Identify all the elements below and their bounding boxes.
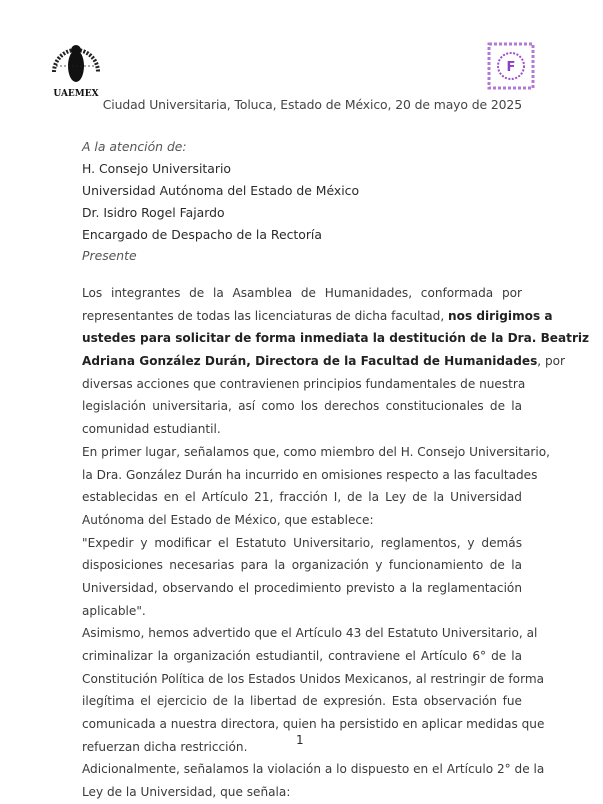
committee-logo <box>48 36 104 98</box>
text-line <box>82 758 545 781</box>
text-segment: disposiciones necesarias para la organización y funcionamiento de la <box>82 558 522 573</box>
text-line <box>82 395 522 418</box>
bold-text: Adriana González Durán, Directora de la Facultad de Humanidades <box>82 354 538 369</box>
text-line <box>82 532 522 555</box>
text-segment: Universidad, observando el procedimiento previsto a la reglamentación <box>82 580 522 595</box>
text-line <box>82 327 590 350</box>
text-line <box>82 305 553 328</box>
addressee-line: H. Consejo Universitario <box>82 161 231 176</box>
addressee-line: Dr. Isidro Rogel Fajardo <box>82 205 225 220</box>
paragraph <box>82 758 545 803</box>
paragraph <box>82 441 550 532</box>
text-segment: representantes de todas las licenciaturas de dicha facultad, <box>82 308 449 323</box>
text-segment: Los integrantes de la Asamblea de Humanidades, conformada por <box>82 286 522 300</box>
text-segment: establecidas en el Artículo 21, fracción I, de la Ley de la Universidad <box>82 490 522 505</box>
text-segment: criminalizar la organización estudiantil, contraviene el Artículo 6° de la <box>82 649 522 663</box>
text-line <box>82 464 538 487</box>
text-segment: "Expedir y modificar el Estatuto Universitario, reglamentos, y demás <box>82 535 522 550</box>
text-line <box>82 418 522 441</box>
page-number: 1 <box>296 733 304 747</box>
text-segment: Autónoma del Estado de México, que establece: <box>82 512 374 527</box>
text-line <box>82 781 522 804</box>
greeting: Presente <box>82 248 137 263</box>
text-line <box>82 486 522 509</box>
text-line <box>82 600 522 623</box>
text-line <box>82 668 545 691</box>
text-segment: comunidad estudiantil. <box>82 422 221 437</box>
text-segment: Adicionalmente, señalamos la violación a lo dispuesto en el Artículo 2° de la <box>82 762 545 777</box>
svg-text:F: F <box>506 60 516 75</box>
text-line <box>82 622 538 645</box>
text-line <box>82 441 550 464</box>
text-line <box>82 282 522 305</box>
bold-text: ustedes para solicitar de forma inmediata la destitución de la Dra. Beatriz <box>82 331 590 346</box>
text-segment: Asimismo, hemos advertido que el Artículo 43 del Estatuto Universitario, al <box>82 626 538 641</box>
text-line <box>82 645 522 668</box>
addressee-line: Universidad Autónoma del Estado de México <box>82 183 360 198</box>
date-line: Ciudad Universitaria, Toluca, Estado de México, 20 de mayo de 2025 <box>102 97 522 112</box>
text-line <box>82 577 522 600</box>
university-seal <box>485 40 537 94</box>
text-line <box>82 350 566 373</box>
bold-text: nos dirigimos a <box>448 308 553 323</box>
text-segment: En primer lugar, señalamos que, como miembro del H. Consejo Universitario, <box>82 444 550 459</box>
text-segment: comunicada a nuestra directora, quien ha persistido en aplicar medidas que <box>82 717 545 732</box>
text-segment: la Dra. González Durán ha incurrido en omisiones respecto a las facultades <box>82 467 538 482</box>
text-segment: , por <box>537 354 566 369</box>
text-segment: Ley de la Universidad, que señala: <box>82 785 291 800</box>
text-segment: legislación universitaria, así como los derechos constitucionales de la <box>82 399 522 414</box>
text-line <box>82 690 522 713</box>
text-segment: diversas acciones que contravienen principios fundamentales de nuestra <box>82 376 526 391</box>
text-segment: Constitución Política de los Estados Unidos Mexicanos, al restringir de forma <box>82 671 545 686</box>
letter-body <box>82 282 590 804</box>
addressee-line: Encargado de Despacho de la Rectoría <box>82 227 322 242</box>
text-line <box>82 554 522 577</box>
attention-label: A la atención de: <box>82 139 187 154</box>
text-segment: refuerzan dicha restricción. <box>82 739 248 754</box>
addressee-block <box>82 136 359 246</box>
text-segment: aplicable". <box>82 603 146 618</box>
text-line <box>82 373 526 396</box>
text-line <box>82 509 522 532</box>
svg-text:UAEMEX: UAEMEX <box>53 89 99 98</box>
paragraph <box>82 282 590 441</box>
text-segment: ilegítima el ejercicio de la libertad de expresión. Esta observación fue <box>82 694 522 709</box>
paragraph <box>82 532 522 623</box>
